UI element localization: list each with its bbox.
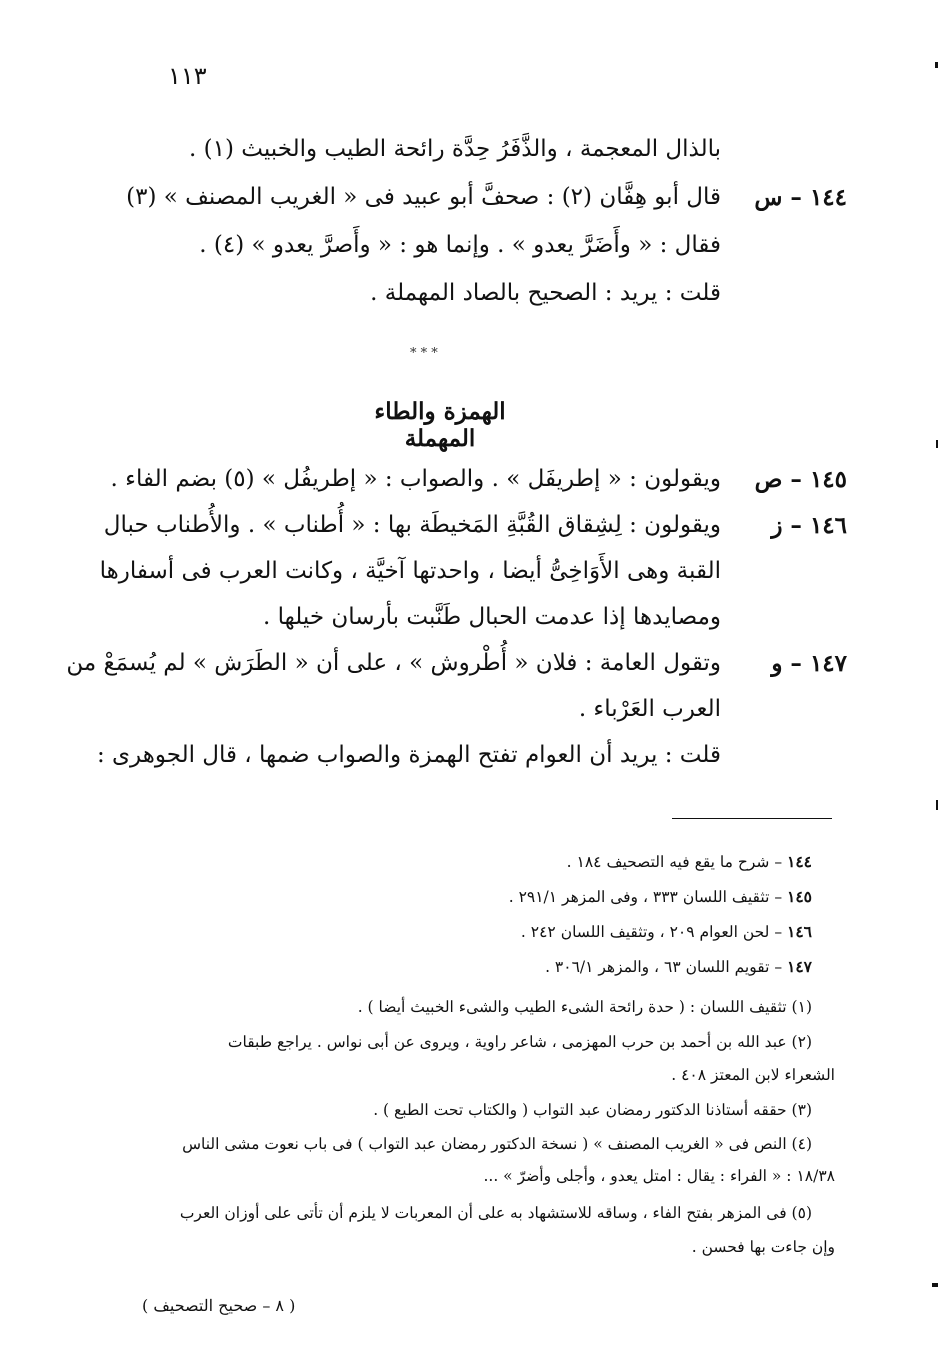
entry-144-line2: فقال : « وأَضَرَّ يعدو » . وإنما هو : « وأَصرَّ يعدو » (٤) . [199, 232, 721, 258]
footnote-ref-146 [521, 922, 812, 941]
footnote-4-line2: ١٨/٣٨ : « الفراء : يقال : امتل يعدو ، وأجلى وأضرّ » ... [483, 1167, 835, 1185]
footnote-ref-number: ١٤٤ [787, 852, 812, 871]
entry-147-line3: قلت : يريد أن العوام تفتح الهمزة والصواب ضمها ، قال الجوهرى : [96, 742, 721, 768]
footnote-4-line1: (٤) النص فى « الغريب المصنف » ( نسخة الدكتور رمضان عبد التواب ) فى باب نعوت مشى الناس [182, 1135, 812, 1153]
entry-144-line1: قال أبو هِفَّان (٢) : صحفَّ أبو عبيد فى « الغريب المصنف » (٣) [126, 184, 721, 210]
footnote-ref-144 [567, 852, 812, 871]
footnote-ref-number: ١٤٧ [787, 957, 812, 976]
entry-146-line3: ومصايدها إذا عدمت الحبال طَنَّبت بأرسان خيلها . [263, 604, 721, 630]
footnote-ref-number: ١٤٦ [787, 922, 812, 941]
footnote-ref-text: – شرح ما يقع فيه التصحيف ١٨٤ . [566, 853, 783, 871]
entry-147-number: ١٤٧ – و [771, 650, 847, 677]
scan-edge-mark [932, 1283, 938, 1287]
entry-144-number: ١٤٤ – س [754, 184, 847, 211]
entry-144-line3: قلت : يريد : الصحيح بالصاد المهملة . [370, 280, 721, 306]
footnote-ref-text: – تقويم اللسان ٦٣ ، والمزهر ٣٠٦/١ . [545, 958, 783, 976]
footnote-ref-number: ١٤٥ [787, 887, 812, 906]
scan-edge-mark [936, 800, 938, 810]
page-number: ١١٣ [168, 62, 207, 90]
entry-147-line2: العرب العَرْباء . [578, 696, 721, 722]
entry-145-number: ١٤٥ – ص [754, 466, 847, 493]
scan-edge-mark [936, 440, 938, 448]
footnote-3: (٣) حققه أستاذنا الدكتور رمضان عبد التواب ( والكتاب تحت الطبع ) . [373, 1101, 812, 1119]
section-separator: * * * [410, 346, 438, 361]
signature-mark: ( ٨ – صحيح التصحيف ) [142, 1296, 296, 1315]
footnote-divider [672, 818, 832, 819]
section-title: الهمزة والطاء المهملة [374, 398, 506, 452]
footnote-2-line1: (٢) عبد الله بن أحمد بن حرب المهزمى ، شاعر راوية ، ويروى عن أبى نواس . يراجع طبقات [227, 1033, 812, 1051]
footnote-ref-text: – تثقيف اللسان ٣٣٣ ، وفى المزهر ٢٩١/١ . [508, 888, 783, 906]
scan-edge-mark [935, 62, 938, 68]
footnote-ref-147 [545, 957, 812, 976]
footnote-2-line2: الشعراء لابن المعتز ٤٠٨ . [671, 1066, 835, 1084]
footnote-1: (١) تثقيف اللسان : ( حدة رائحة الشىء الطيب والشىء الخبيث أيضا ) . [357, 998, 812, 1016]
entry-147-line1: وتقول العامة : فلان « أُطْروش » ، على أن « الطَرَش » لم يُسمَعْ من [66, 650, 721, 676]
footnote-5-line1: (٥) فى المزهر بفتح الفاء ، وساقه للاستشهاد به على أن المعربات لا يلزم أن تأتى على أوزان العرب [179, 1204, 812, 1222]
entry-145-line1: ويقولون : « إطريفَل » . والصواب : « إطريفُل » (٥) بضم الفاء . [110, 466, 721, 492]
footnote-ref-text: – لحن العوام ٢٠٩ ، وتثقيف اللسان ٢٤٢ . [520, 923, 783, 941]
entry-146-line2: القبة وهى الأَوَاخِىُّ أيضا ، واحدتها آخيَّة ، وكانت العرب فى أسفارها [99, 558, 721, 584]
footnote-ref-145 [509, 887, 812, 906]
footnote-5-line2: وإن جاءت بها فحسن . [691, 1238, 835, 1256]
entry-146-line1: ويقولون : لِشِقاق القُبَّةِ المَخيطَة بها : « أُطناب » . والأُطناب حبال [103, 512, 721, 538]
entry-143-tail: بالذال المعجمة ، والذَّفَرُ حِدَّة رائحة الطيب والخبيث (١) . [189, 136, 721, 162]
entry-146-number: ١٤٦ – ز [771, 512, 847, 539]
